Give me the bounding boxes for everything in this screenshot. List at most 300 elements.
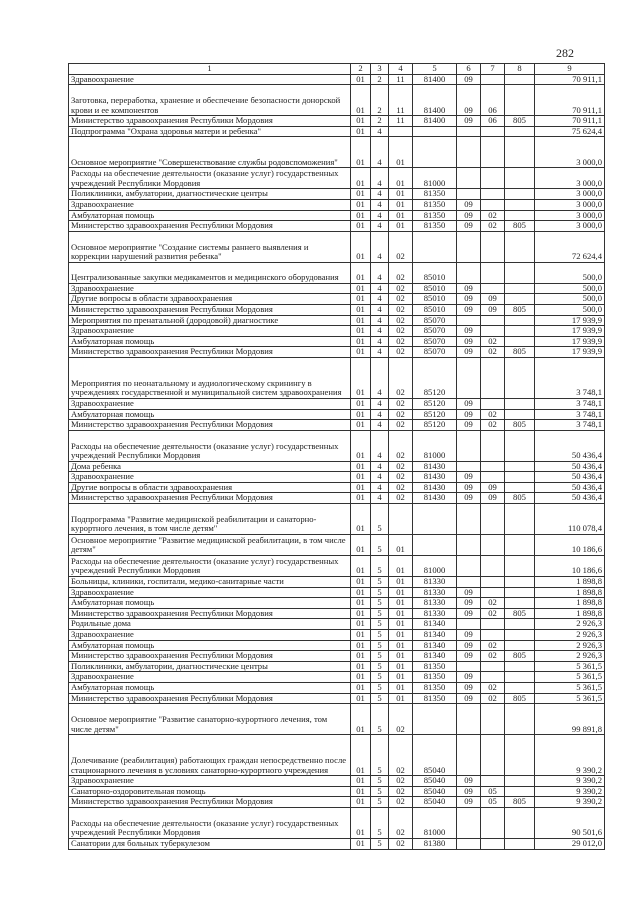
row-name: Больницы, клиники, госпитали, медико-санитарные части (69, 577, 351, 588)
row-amount: 1 898,8 (535, 587, 605, 598)
code-6: 09 (457, 420, 481, 431)
code-2: 01 (351, 472, 371, 483)
table-row (69, 504, 605, 535)
row-amount: 3 748,1 (535, 409, 605, 420)
code-3: 4 (371, 461, 389, 472)
code-5: 85120 (413, 398, 457, 409)
row-name: Амбулаторная помощь (69, 210, 351, 221)
code-4: 02 (389, 786, 413, 797)
code-2: 01 (351, 126, 371, 137)
code-4: 02 (389, 776, 413, 787)
code-3: 5 (371, 608, 389, 619)
code-7: 02 (481, 683, 505, 694)
code-6: 09 (457, 326, 481, 337)
col-header-5: 5 (413, 64, 457, 75)
row-amount: 75 624,4 (535, 126, 605, 137)
code-3: 4 (371, 262, 389, 283)
code-3: 4 (371, 137, 389, 168)
code-7 (481, 189, 505, 200)
code-5: 85010 (413, 283, 457, 294)
row-amount: 70 911,1 (535, 74, 605, 85)
code-3: 4 (371, 482, 389, 493)
code-6: 09 (457, 74, 481, 85)
code-4: 02 (389, 315, 413, 326)
code-8 (505, 126, 535, 137)
code-8 (505, 461, 535, 472)
code-5: 81350 (413, 199, 457, 210)
code-8 (505, 315, 535, 326)
table-row (69, 336, 605, 347)
code-5: 85010 (413, 304, 457, 315)
code-2: 01 (351, 640, 371, 651)
code-6: 09 (457, 398, 481, 409)
row-name: Министерство здравоохранения Республики Мордовия (69, 116, 351, 127)
code-4: 02 (389, 704, 413, 735)
row-name: Здравоохранение (69, 672, 351, 683)
code-4: 01 (389, 640, 413, 651)
code-8 (505, 430, 535, 461)
code-5: 81000 (413, 168, 457, 189)
code-6: 09 (457, 221, 481, 232)
code-3: 5 (371, 598, 389, 609)
code-7 (481, 587, 505, 598)
row-amount: 99 891,8 (535, 704, 605, 735)
code-2: 01 (351, 231, 371, 262)
code-4 (389, 126, 413, 137)
row-name: Здравоохранение (69, 199, 351, 210)
code-7: 09 (481, 304, 505, 315)
code-4: 01 (389, 210, 413, 221)
col-header-6: 6 (457, 64, 481, 75)
table-row (69, 807, 605, 838)
code-3: 5 (371, 619, 389, 630)
code-6: 09 (457, 587, 481, 598)
col-header-8: 8 (505, 64, 535, 75)
code-7 (481, 168, 505, 189)
row-amount: 110 078,4 (535, 504, 605, 535)
code-6 (457, 137, 481, 168)
table-row (69, 776, 605, 787)
code-4: 02 (389, 304, 413, 315)
code-7: 09 (481, 493, 505, 504)
row-amount: 50 436,4 (535, 461, 605, 472)
table-row (69, 630, 605, 641)
code-4: 01 (389, 189, 413, 200)
table-row (69, 199, 605, 210)
table-row (69, 126, 605, 137)
row-amount: 72 624,4 (535, 231, 605, 262)
code-7: 09 (481, 482, 505, 493)
code-4: 01 (389, 661, 413, 672)
code-6: 09 (457, 683, 481, 694)
code-7: 05 (481, 786, 505, 797)
code-4: 02 (389, 797, 413, 808)
code-8: 805 (505, 693, 535, 704)
code-7 (481, 326, 505, 337)
code-4: 02 (389, 461, 413, 472)
code-3: 4 (371, 231, 389, 262)
row-name: Здравоохранение (69, 398, 351, 409)
row-amount: 500,0 (535, 304, 605, 315)
code-7 (481, 74, 505, 85)
code-2: 01 (351, 398, 371, 409)
table-row (69, 683, 605, 694)
code-7 (481, 398, 505, 409)
row-amount: 3 748,1 (535, 357, 605, 398)
row-amount: 3 000,0 (535, 189, 605, 200)
code-7 (481, 315, 505, 326)
code-2: 01 (351, 283, 371, 294)
code-8 (505, 482, 535, 493)
code-4: 02 (389, 807, 413, 838)
code-5: 85120 (413, 420, 457, 431)
code-7: 02 (481, 420, 505, 431)
code-5: 81400 (413, 74, 457, 85)
code-2: 01 (351, 336, 371, 347)
code-5: 85010 (413, 294, 457, 305)
code-6: 09 (457, 304, 481, 315)
code-7: 02 (481, 640, 505, 651)
code-2: 01 (351, 693, 371, 704)
code-5: 81400 (413, 116, 457, 127)
row-amount: 3 748,1 (535, 420, 605, 431)
code-5: 85070 (413, 326, 457, 337)
row-name: Министерство здравоохранения Республики Мордовия (69, 347, 351, 358)
table-row (69, 168, 605, 189)
code-7: 02 (481, 608, 505, 619)
code-6 (457, 807, 481, 838)
row-name: Основное мероприятие "Создание системы раннего выявления и коррекции нарушений развития ребенка" (69, 231, 351, 262)
code-7: 05 (481, 797, 505, 808)
code-5: 81330 (413, 577, 457, 588)
code-3: 4 (371, 398, 389, 409)
row-amount: 500,0 (535, 294, 605, 305)
code-8 (505, 409, 535, 420)
code-2: 01 (351, 619, 371, 630)
code-3: 4 (371, 221, 389, 232)
code-4: 11 (389, 85, 413, 116)
code-2: 01 (351, 504, 371, 535)
code-7: 09 (481, 294, 505, 305)
row-name: Амбулаторная помощь (69, 640, 351, 651)
code-7 (481, 504, 505, 535)
code-7 (481, 838, 505, 849)
code-5: 81000 (413, 807, 457, 838)
code-2: 01 (351, 357, 371, 398)
code-8 (505, 74, 535, 85)
code-3: 5 (371, 661, 389, 672)
col-header-name: 1 (69, 64, 351, 75)
table-row (69, 577, 605, 588)
code-7 (481, 430, 505, 461)
table-body (69, 74, 605, 849)
row-name: Основное мероприятие "Развитие медицинской реабилитации, в том числе детям" (69, 535, 351, 556)
code-3: 5 (371, 556, 389, 577)
code-2: 01 (351, 482, 371, 493)
code-4: 01 (389, 598, 413, 609)
row-name: Санаторно-оздоровительная помощь (69, 786, 351, 797)
code-8 (505, 786, 535, 797)
code-6 (457, 556, 481, 577)
code-4: 02 (389, 262, 413, 283)
code-3: 4 (371, 294, 389, 305)
table-row (69, 661, 605, 672)
row-name: Здравоохранение (69, 630, 351, 641)
code-7: 02 (481, 347, 505, 358)
code-5: 81430 (413, 472, 457, 483)
code-2: 01 (351, 210, 371, 221)
code-4: 01 (389, 608, 413, 619)
table-row (69, 672, 605, 683)
code-2: 01 (351, 683, 371, 694)
table-row (69, 326, 605, 337)
code-7 (481, 577, 505, 588)
row-amount: 10 186,6 (535, 556, 605, 577)
code-7 (481, 283, 505, 294)
code-7: 02 (481, 210, 505, 221)
code-7 (481, 735, 505, 776)
code-7 (481, 231, 505, 262)
code-8 (505, 535, 535, 556)
code-3: 5 (371, 672, 389, 683)
code-3: 5 (371, 651, 389, 662)
code-3: 5 (371, 577, 389, 588)
code-3: 5 (371, 640, 389, 651)
code-5: 85120 (413, 357, 457, 398)
code-3: 4 (371, 420, 389, 431)
code-5: 81340 (413, 619, 457, 630)
table-row (69, 693, 605, 704)
code-7: 06 (481, 116, 505, 127)
row-amount: 9 390,2 (535, 786, 605, 797)
row-name: Мероприятия по пренатальной (дородовой) диагностике (69, 315, 351, 326)
code-8: 805 (505, 651, 535, 662)
code-2: 01 (351, 630, 371, 641)
code-7: 02 (481, 598, 505, 609)
row-amount: 50 436,4 (535, 472, 605, 483)
code-2: 01 (351, 786, 371, 797)
code-7 (481, 619, 505, 630)
header-row (69, 64, 605, 75)
code-4: 01 (389, 577, 413, 588)
code-4: 02 (389, 482, 413, 493)
row-name: Министерство здравоохранения Республики Мордовия (69, 693, 351, 704)
code-8 (505, 199, 535, 210)
code-5: 85040 (413, 786, 457, 797)
row-amount: 2 926,3 (535, 640, 605, 651)
row-name: Долечивание (реабилитация) работающих граждан непосредственно после стационарного лечения в условиях санаторно-курортного учреждения (69, 735, 351, 776)
code-4: 02 (389, 430, 413, 461)
code-8: 805 (505, 608, 535, 619)
code-6 (457, 262, 481, 283)
code-2: 01 (351, 776, 371, 787)
code-5: 81430 (413, 482, 457, 493)
row-name: Министерство здравоохранения Республики Мордовия (69, 608, 351, 619)
row-name: Здравоохранение (69, 587, 351, 598)
code-7 (481, 661, 505, 672)
row-name: Министерство здравоохранения Республики Мордовия (69, 304, 351, 315)
code-7: 02 (481, 409, 505, 420)
code-2: 01 (351, 189, 371, 200)
row-amount: 50 436,4 (535, 493, 605, 504)
row-amount: 90 501,6 (535, 807, 605, 838)
row-amount: 3 000,0 (535, 137, 605, 168)
code-6: 09 (457, 347, 481, 358)
row-name: Амбулаторная помощь (69, 683, 351, 694)
code-8: 805 (505, 116, 535, 127)
code-6 (457, 704, 481, 735)
code-3: 4 (371, 304, 389, 315)
code-8: 805 (505, 347, 535, 358)
code-2: 01 (351, 326, 371, 337)
code-8 (505, 587, 535, 598)
row-amount: 1 898,8 (535, 598, 605, 609)
code-2: 01 (351, 807, 371, 838)
code-4 (389, 504, 413, 535)
code-4: 01 (389, 137, 413, 168)
table-row (69, 315, 605, 326)
code-7 (481, 704, 505, 735)
code-6 (457, 838, 481, 849)
col-header-4: 4 (389, 64, 413, 75)
code-6: 09 (457, 608, 481, 619)
code-8 (505, 294, 535, 305)
code-2: 01 (351, 838, 371, 849)
code-8 (505, 661, 535, 672)
code-8 (505, 704, 535, 735)
row-name: Здравоохранение (69, 776, 351, 787)
code-8 (505, 168, 535, 189)
code-4: 02 (389, 409, 413, 420)
code-4: 01 (389, 168, 413, 189)
code-6 (457, 504, 481, 535)
code-2: 01 (351, 535, 371, 556)
code-2: 01 (351, 493, 371, 504)
code-8 (505, 357, 535, 398)
code-3: 4 (371, 315, 389, 326)
table-row (69, 430, 605, 461)
code-4: 02 (389, 493, 413, 504)
code-5: 85070 (413, 336, 457, 347)
row-name: Амбулаторная помощь (69, 598, 351, 609)
code-3: 5 (371, 504, 389, 535)
code-4: 02 (389, 472, 413, 483)
code-8 (505, 807, 535, 838)
code-5: 81350 (413, 210, 457, 221)
code-3: 4 (371, 472, 389, 483)
code-8 (505, 210, 535, 221)
table-row (69, 797, 605, 808)
code-7: 02 (481, 221, 505, 232)
row-name: Подпрограмма "Охрана здоровья матери и ребенка" (69, 126, 351, 137)
code-8 (505, 683, 535, 694)
code-8 (505, 231, 535, 262)
row-amount: 500,0 (535, 283, 605, 294)
row-name: Министерство здравоохранения Республики Мордовия (69, 221, 351, 232)
row-name: Родильные дома (69, 619, 351, 630)
row-amount: 3 000,0 (535, 199, 605, 210)
row-amount: 3 748,1 (535, 398, 605, 409)
code-5: 81330 (413, 598, 457, 609)
code-8 (505, 577, 535, 588)
code-8: 805 (505, 797, 535, 808)
code-2: 01 (351, 461, 371, 472)
code-3: 4 (371, 357, 389, 398)
code-2: 01 (351, 797, 371, 808)
code-4: 11 (389, 116, 413, 127)
table-row (69, 838, 605, 849)
code-8: 805 (505, 304, 535, 315)
code-5: 85040 (413, 776, 457, 787)
code-6: 09 (457, 493, 481, 504)
code-5: 85070 (413, 347, 457, 358)
code-3: 5 (371, 786, 389, 797)
code-4: 02 (389, 336, 413, 347)
code-5: 81340 (413, 630, 457, 641)
code-3: 4 (371, 283, 389, 294)
code-3: 2 (371, 116, 389, 127)
code-7: 02 (481, 336, 505, 347)
table-row (69, 357, 605, 398)
code-5: 81000 (413, 556, 457, 577)
row-amount: 70 911,1 (535, 85, 605, 116)
code-3: 4 (371, 126, 389, 137)
code-6: 09 (457, 630, 481, 641)
row-name: Расходы на обеспечение деятельности (оказание услуг) государственных учреждений Республики Мордовия (69, 168, 351, 189)
code-2: 01 (351, 420, 371, 431)
code-6: 09 (457, 283, 481, 294)
row-amount: 50 436,4 (535, 430, 605, 461)
code-5: 81350 (413, 693, 457, 704)
code-8 (505, 398, 535, 409)
code-5 (413, 704, 457, 735)
code-3: 5 (371, 807, 389, 838)
code-6: 09 (457, 786, 481, 797)
code-8 (505, 189, 535, 200)
table-row (69, 619, 605, 630)
col-header-2: 2 (351, 64, 371, 75)
row-name: Централизованные закупки медикаментов и медицинского оборудования (69, 262, 351, 283)
code-4: 01 (389, 651, 413, 662)
code-6: 09 (457, 651, 481, 662)
code-3: 5 (371, 535, 389, 556)
code-7 (481, 126, 505, 137)
row-name: Подпрограмма "Развитие медицинской реабилитации и санаторно-курортного лечения, в том числе детям" (69, 504, 351, 535)
code-6 (457, 619, 481, 630)
row-name: Здравоохранение (69, 326, 351, 337)
code-5 (413, 137, 457, 168)
row-amount: 17 939,9 (535, 326, 605, 337)
code-8 (505, 326, 535, 337)
code-6: 09 (457, 116, 481, 127)
code-3: 4 (371, 430, 389, 461)
code-6: 09 (457, 640, 481, 651)
code-4: 02 (389, 357, 413, 398)
code-7 (481, 807, 505, 838)
code-4: 01 (389, 683, 413, 694)
code-6: 09 (457, 482, 481, 493)
code-5: 81380 (413, 838, 457, 849)
col-header-amount: 9 (535, 64, 605, 75)
code-7 (481, 461, 505, 472)
code-4: 02 (389, 231, 413, 262)
code-6: 09 (457, 210, 481, 221)
row-name: Мероприятия по неонатальному и аудиологическому скринингу в учреждениях государственной и муниципальной систем здравоохранения (69, 357, 351, 398)
col-header-7: 7 (481, 64, 505, 75)
code-6 (457, 461, 481, 472)
code-8 (505, 472, 535, 483)
code-5: 85010 (413, 262, 457, 283)
